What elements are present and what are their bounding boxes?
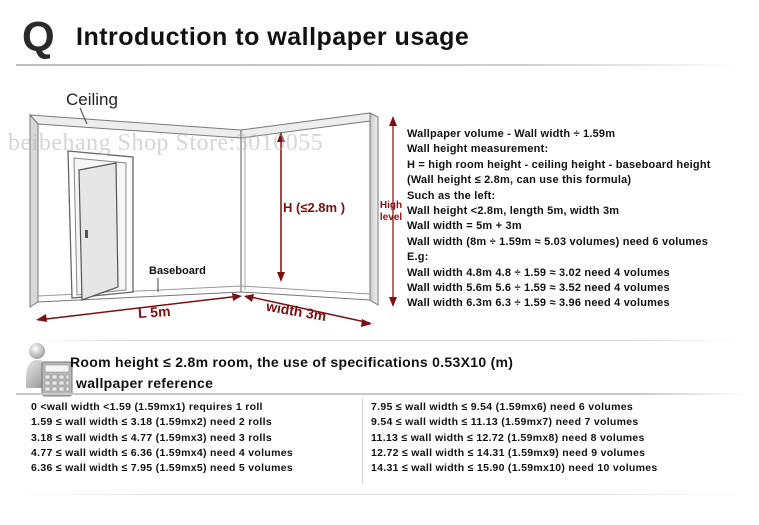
height-label: H (≤2.8m ) — [283, 200, 346, 215]
reference-list-left — [31, 400, 293, 476]
reference-list-right — [371, 400, 658, 476]
high-level-label — [376, 200, 406, 224]
list-item: 9.54 ≤ wall width ≤ 11.13 (1.59mx7) need 7 volumes — [371, 416, 639, 429]
list-item: 4.77 ≤ wall width ≤ 6.36 (1.59mx4) need 4 volumes — [31, 446, 293, 459]
column-divider — [362, 398, 363, 484]
note-line: Wall width = 5m + 3m — [407, 220, 522, 233]
high-level-line-1: High — [379, 200, 403, 211]
section-divider — [24, 340, 740, 341]
note-line: Wall width 6.3m 6.3 ÷ 1.59 ≈ 3.96 need 4 volumes — [407, 297, 670, 310]
door — [79, 163, 118, 300]
note-line: Wall width 5.6m 5.6 ÷ 1.59 ≈ 3.52 need 4 volumes — [407, 282, 670, 295]
list-item: 3.18 ≤ wall width ≤ 4.77 (1.59mx3) need 3 rolls — [31, 431, 272, 444]
list-item: 12.72 ≤ wall width ≤ 14.31 (1.59mx9) need 9 volumes — [371, 446, 646, 459]
note-line: E.g: — [407, 251, 429, 264]
high-level-line-2: level — [379, 212, 403, 223]
note-line: Wall height <2.8m, length 5m, width 3m — [407, 205, 620, 218]
calculator-person-icon — [20, 342, 78, 398]
note-line: Wall width (8m ÷ 1.59m ≈ 5.03 volumes) need 6 volumes — [407, 235, 709, 248]
list-item: 1.59 ≤ wall width ≤ 3.18 (1.59mx2) need 2 rolls — [31, 416, 272, 429]
reference-heading: wallpaper reference — [76, 375, 214, 391]
ceiling-label: Ceiling — [66, 90, 118, 109]
note-line: Wall width 4.8m 4.8 ÷ 1.59 ≈ 3.02 need 4 volumes — [407, 266, 670, 279]
specification-heading: Room height ≤ 2.8m room, the use of specifications 0.53X10 (m) — [70, 354, 514, 370]
reference-divider — [16, 393, 746, 395]
page-title: Introduction to wallpaper usage — [76, 23, 470, 51]
note-line: (Wall height ≤ 2.8m, can use this formula) — [407, 174, 632, 187]
width-label: width 3m — [265, 297, 328, 325]
note-line: Wall height measurement: — [407, 143, 549, 156]
list-item: 6.36 ≤ wall width ≤ 7.95 (1.59mx5) need 5 volumes — [31, 462, 293, 475]
note-line: Wallpaper volume - Wall width ÷ 1.59m — [407, 128, 616, 140]
formula-notes — [407, 127, 757, 312]
list-item: 11.13 ≤ wall width ≤ 12.72 (1.59mx8) need 8 volumes — [371, 431, 645, 444]
list-item: 14.31 ≤ wall width ≤ 15.90 (1.59mx10) need 10 volumes — [371, 462, 658, 475]
list-item: 7.95 ≤ wall width ≤ 9.54 (1.59mx6) need 6 volumes — [371, 401, 633, 413]
watermark: beibehang Shop Store:3010055 — [8, 130, 324, 156]
baseboard-label: Baseboard — [149, 265, 206, 277]
list-item: 0 <wall width <1.59 (1.59mx1) requires 1 roll — [31, 401, 263, 413]
note-line: Such as the left: — [407, 189, 496, 202]
bottom-divider — [16, 494, 746, 495]
length-label: L 5m — [137, 302, 171, 322]
q-icon: Q — [22, 13, 55, 60]
note-line: H = high room height - ceiling height - baseboard height — [407, 158, 711, 171]
